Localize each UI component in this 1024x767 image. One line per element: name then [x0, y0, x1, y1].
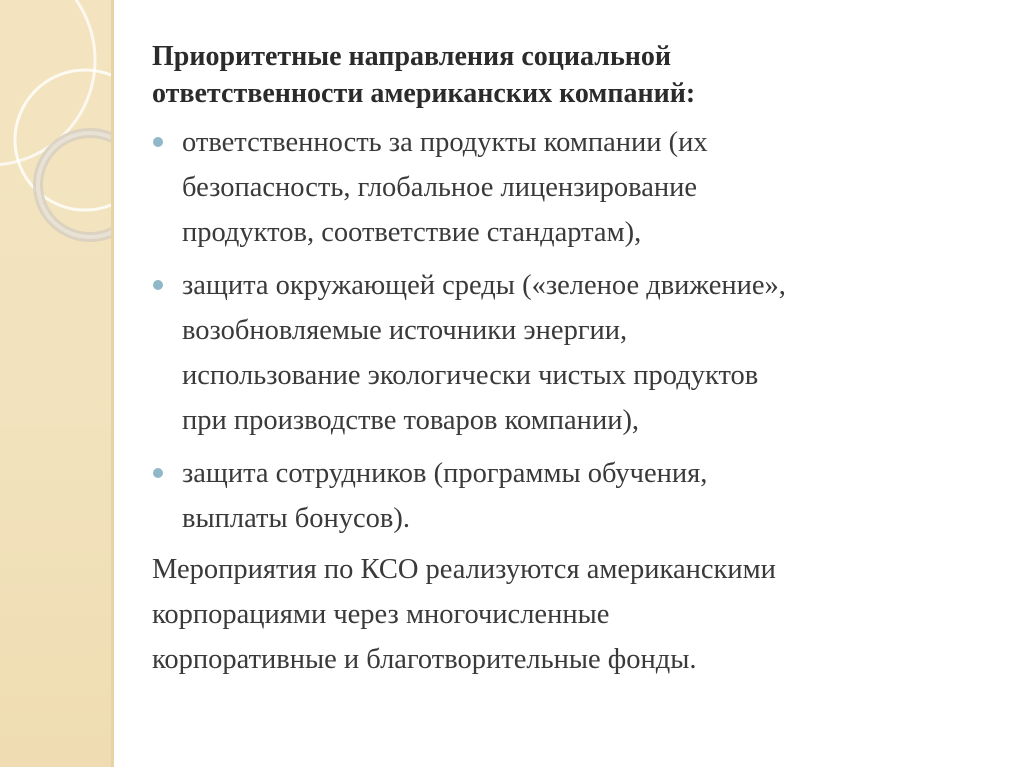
bullet-line: продуктов, соответствие стандартам), — [182, 217, 642, 248]
bullet-line: защита сотрудников (программы обучения, — [182, 458, 708, 489]
bullet-line: при производстве товаров компании), — [182, 405, 640, 436]
list-item — [152, 120, 1002, 255]
bullet-line: ответственность за продукты компании (их — [182, 127, 708, 158]
bullet-dot-icon — [153, 280, 163, 290]
paragraph-line: корпорациями через многочисленные — [152, 599, 610, 630]
bullet-dot-icon — [153, 137, 163, 147]
band-divider — [111, 0, 114, 767]
bullet-line: безопасность, глобальное лицензирование — [182, 172, 698, 203]
list-item — [152, 263, 1002, 443]
list-item — [152, 451, 1002, 541]
bullet-list — [152, 120, 1002, 541]
bullet-line: выплаты бонусов). — [182, 503, 410, 534]
bullet-dot-icon — [153, 468, 163, 478]
summary-paragraph — [152, 547, 1002, 682]
decorative-circles-icon — [0, 0, 113, 300]
paragraph-line: Мероприятия по КСО реализуются американскими — [152, 554, 776, 585]
bullet-line: использование экологически чистых продуктов — [182, 360, 759, 391]
decorative-side-band — [0, 0, 113, 767]
title-line-2: ответственности американских компаний: — [152, 78, 696, 109]
slide-title — [152, 38, 1002, 112]
slide-content — [152, 38, 1002, 682]
title-line-1: Приоритетные направления социальной — [152, 41, 672, 72]
bullet-line: защита окружающей среды («зеленое движение», — [182, 270, 786, 301]
paragraph-line: корпоративные и благотворительные фонды. — [152, 644, 697, 675]
bullet-line: возобновляемые источники энергии, — [182, 315, 628, 346]
